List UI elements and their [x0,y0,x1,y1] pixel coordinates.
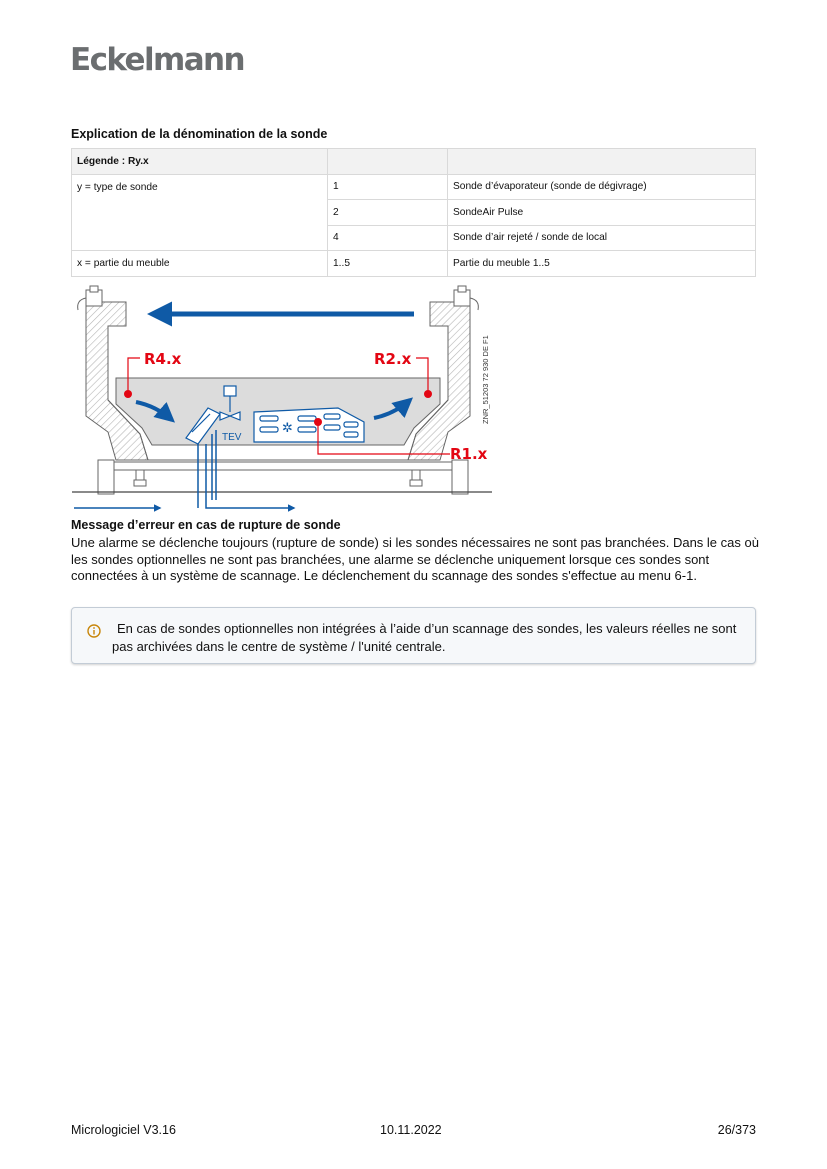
error-message-body: Une alarme se déclenche toujours (rupture de sonde) si les sondes nécessaires ne sont pas branchées. Dans le cas où les sondes optionnelles ne sont pas branchées, une alarme se déclenche uniquement lorsque ces sondes sont connectées à un système de scannage. Le déclenchement du scannage des sondes s'effectue au menu 6-1. [71,535,759,584]
footer-product: Micrologiciel V3.16 [71,1123,176,1137]
footer-date: 10.11.2022 [380,1123,442,1137]
footer-page-number: 26/373 [717,1123,756,1137]
probe-label-r2: R2.x [374,350,412,368]
table-row [72,174,756,200]
probe-label-r4: R4.x [144,350,182,368]
table-header-cell [448,149,756,175]
probe-r4 [124,390,132,398]
info-text: En cas de sondes optionnelles non intégrées à l’aide d’un scannage des sondes, les valeurs réelles ne sont pas archivées dans le centre de système / l'unité centrale. [112,621,737,654]
table-header-cell: Légende : Ry.x [72,149,328,175]
probe-label-r1: R1.x [450,445,488,463]
legend-table [71,148,756,277]
table-cell: x = partie du meuble [72,251,328,277]
display-case-diagram [68,282,498,514]
table-cell: Partie du meuble 1..5 [448,251,756,277]
info-box [71,607,756,664]
table-cell: 1..5 [328,251,448,277]
table-row [72,251,756,277]
svg-text:✲: ✲ [282,421,293,436]
error-message-title: Message d’erreur en cas de rupture de sonde [71,518,341,532]
drawing-reference: ZNR_51203 72 930 DE F1 [481,335,490,424]
company-logo: Eckelmann [70,42,244,78]
table-cell: y = type de sonde [72,174,328,251]
tev-label: TEV [222,432,242,443]
table-header-cell [328,149,448,175]
table-cell: 2 [328,200,448,226]
section-title: Explication de la dénomination de la sonde [71,127,328,141]
table-cell: 1 [328,174,448,200]
probe-r1 [314,418,322,426]
rail-posts [78,286,479,310]
base-frame [98,460,468,494]
table-cell: 4 [328,225,448,251]
info-icon [87,624,101,638]
probe-r2 [424,390,432,398]
evaporator [254,408,364,442]
table-cell: Sonde d’évaporateur (sonde de dégivrage) [448,174,756,200]
table-cell: Sonde d’air rejeté / sonde de local [448,225,756,251]
table-cell: SondeAir Pulse [448,200,756,226]
table-header-row [72,149,756,175]
